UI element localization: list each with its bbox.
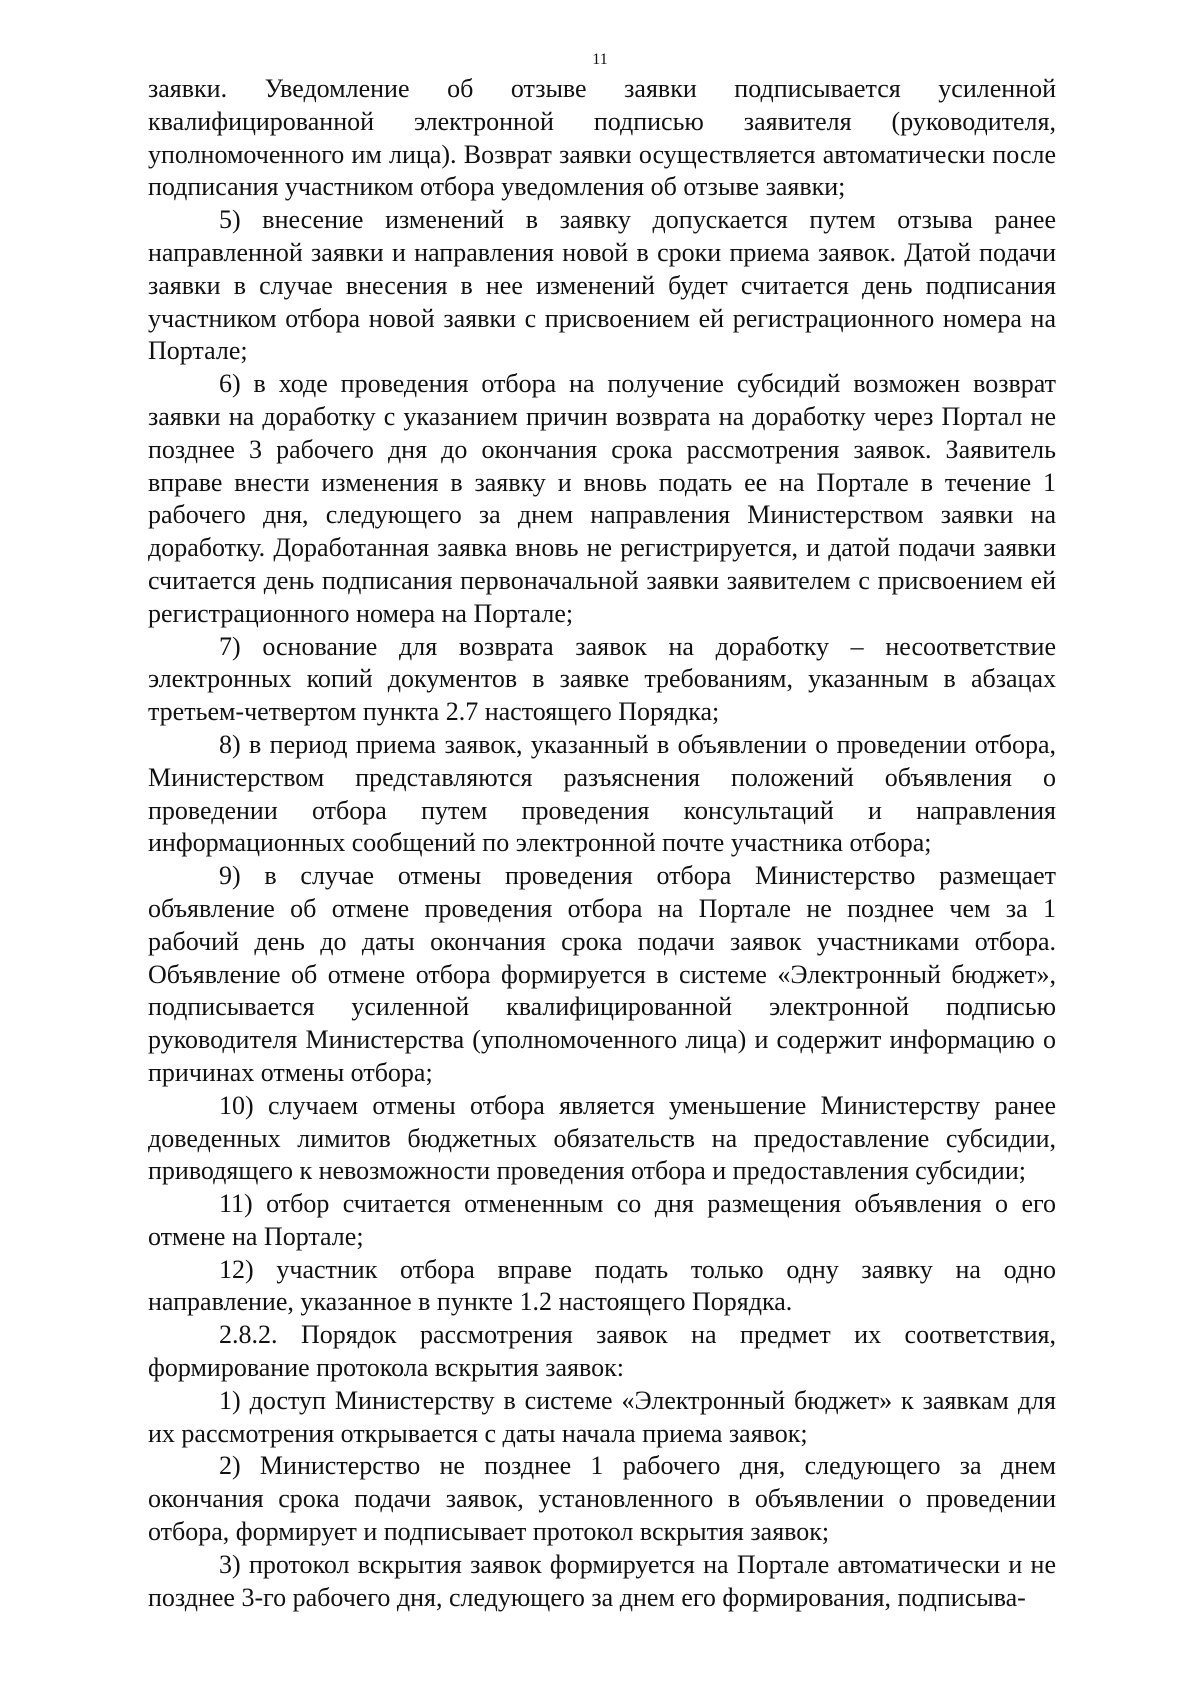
paragraph-review-item-3: 3) протокол вскрытия заявок формируется на Портале автоматически и не позднее 3-го рабочего дня, следующего за днем его формирования, подписыва- — [148, 1549, 1056, 1612]
paragraph-item-7: 7) основание для возврата заявок на доработку – несоответствие электронных копий документов в заявке требованиям, указанным в абзацах третьем-четвертом пункта 2.7 настоящего Порядка; — [148, 631, 1056, 727]
paragraph-item-5: 5) внесение изменений в заявку допускается путем отзыва ранее направленной заявки и направления новой в сроки приема заявок. Датой подачи заявки в случае внесения в нее изменений будет считается день подписания участником отбора новой заявки с присвоением ей регистрационного номера на Портале; — [148, 205, 1056, 366]
paragraph-item-9: 9) в случае отмены проведения отбора Министерство размещает объявление об отмене проведения отбора на Портале не позднее чем за 1 рабочий день до даты окончания срока подачи заявок участниками отбора. Объявление об отмене отбора формируется в системе «Электронный бюджет», подписывается усиленной квалифицированной электронной подписью руководителя Министерства (уполномоченного лица) и содержит информацию о причинах отмены отбора; — [148, 861, 1056, 1087]
page-number: 11 — [592, 51, 608, 68]
paragraph-review-item-1: 1) доступ Министерству в системе «Электронный бюджет» к заявкам для их рассмотрения открывается с даты начала приема заявок; — [148, 1385, 1056, 1448]
paragraph-continuation: заявки. Уведомление об отзыве заявки подписывается усиленной квалифицированной электронной подписью заявителя (руководителя, уполномоченного им лица). Возврат заявки осуществляется автоматически после подписания участником отбора уведомления об отзыве заявки; — [148, 74, 1056, 202]
paragraph-item-10: 10) случаем отмены отбора является уменьшение Министерству ранее доведенных лимитов бюджетных обязательств на предоставление субсидии, приводящего к невозможности проведения отбора и предоставления субсидии; — [148, 1090, 1056, 1186]
paragraph-item-8: 8) в период приема заявок, указанный в объявлении о проведении отбора, Министерством представляются разъяснения положений объявления о проведении отбора путем проведения консультаций и направления информационных сообщений по электронной почте участника отбора; — [148, 729, 1056, 858]
paragraph-item-11: 11) отбор считается отмененным со дня размещения объявления о его отмене на Портале; — [148, 1189, 1056, 1251]
paragraph-item-12: 12) участник отбора вправе подать только одну заявку на одно направление, указанное в пункте 1.2 настоящего Порядка. — [148, 1254, 1056, 1317]
section-heading-2-8-2: 2.8.2. Порядок рассмотрения заявок на предмет их соответствия, формирование протокола вскрытия заявок: — [148, 1320, 1056, 1383]
paragraph-item-6: 6) в ходе проведения отбора на получение субсидий возможен возврат заявки на доработку с указанием причин возврата на доработку через Портал не позднее 3 рабочего дня до окончания срока рассмотрения заявок. Заявитель вправе внести изменения в заявку и вновь подать ее на Портале в течение 1 рабочего дня, следующего за днем направления Министерством заявки на доработку. Доработанная заявка вновь не регистрируется, и датой подачи заявки считается день подписания первоначальной заявки заявителем с присвоением ей регистрационного номера на Портале; — [148, 369, 1056, 628]
body-text — [148, 73, 1056, 1614]
paragraph-review-item-2: 2) Министерство не позднее 1 рабочего дня, следующего за днем окончания срока подачи заявок, установленного в объявлении о проведении отбора, формирует и подписывает протокол вскрытия заявок; — [148, 1451, 1056, 1547]
